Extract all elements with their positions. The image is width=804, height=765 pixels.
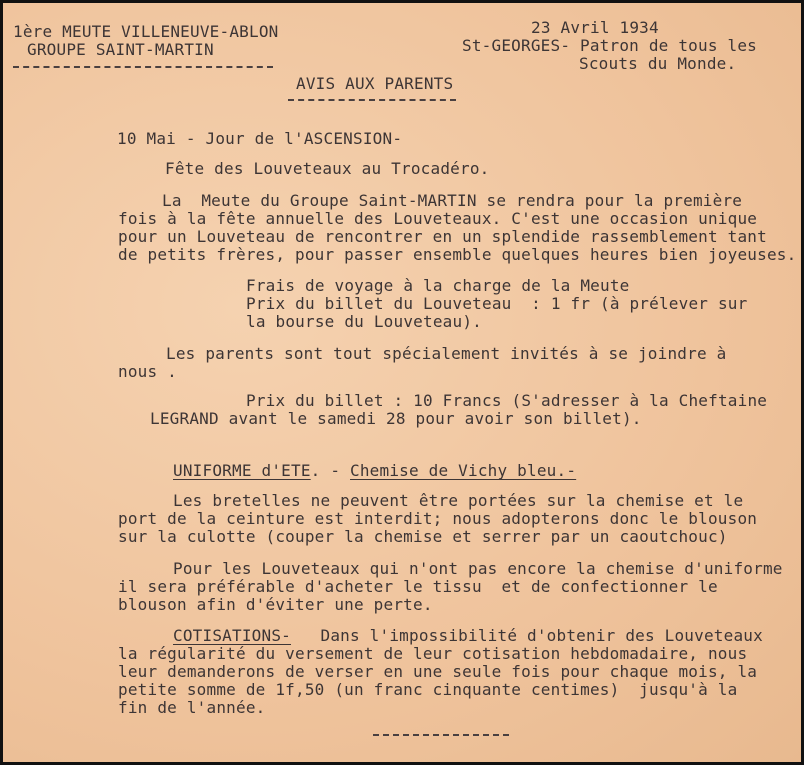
uniform-separator: . - [310,461,351,480]
parents-line2: nous . [118,362,177,381]
event-para1-line4: de petits frères, pour passer ensemble quelques heures bien joyeuses. [118,245,797,264]
page-title: AVIS AUX PARENTS [296,74,454,93]
event-subheading: Fête des Louveteaux au Trocadéro. [165,159,490,178]
event-para1-line2: fois à la fête annuelle des Louveteaux. C'est une occasion unique [118,209,758,228]
event-para1-line1: La Meute du Groupe Saint-MARTIN se rendra pour la première [162,191,743,210]
cotisations-text: Dans l'impossibilité d'obtenir des Louveteaux [291,626,763,645]
cotisations-line3: petite somme de 1f,50 (un franc cinquante centimes) jusqu'à la [118,680,738,699]
uniform-para2-line2: il sera préférable d'acheter le tissu et de confectionner le [118,577,718,596]
uniform-para1-line1: Les bretelles ne peuvent être portées sur la chemise et le [173,491,744,510]
costs-line1: Frais de voyage à la charge de la Meute [246,276,630,295]
cotisations-heading: COTISATIONS- [173,626,291,645]
uniform-heading-line [173,462,576,480]
costs-line3: la bourse du Louveteau). [246,312,482,331]
header-patron: St-GEORGES- Patron de tous les [462,36,757,55]
uniform-heading: UNIFORME d'ETE [173,461,311,480]
parents-line1: Les parents sont tout spécialement invités à se joindre à [166,344,727,363]
uniform-para1-line3: sur la culotte (couper la chemise et serrer par un caoutchouc) [118,527,728,546]
uniform-para2-line3: blouson afin d'éviter une perte. [118,595,433,614]
uniform-para2-line1: Pour les Louveteaux qui n'ont pas encore la chemise d'uniforme [173,559,783,578]
header-groupe: GROUPE SAINT-MARTIN [27,40,214,59]
cotisations-line4: fin de l'année. [118,698,266,717]
uniform-subheading: Chemise de Vichy bleu.- [350,461,577,480]
uniform-para1-line2: port de la ceinture est interdit; nous adopterons donc le blouson [118,509,758,528]
costs-line2: Prix du billet du Louveteau : 1 fr (à prélever sur [246,294,748,313]
header-scouts: Scouts du Monde. [579,54,737,73]
event-heading: 10 Mai - Jour de l'ASCENSION- [117,129,403,148]
header-meute: 1ère MEUTE VILLENEUVE-ABLON [13,22,279,41]
header-divider [13,66,273,68]
ticket-line2: LEGRAND avant le samedi 28 pour avoir son billet). [150,409,642,428]
ticket-line1: Prix du billet : 10 Francs (S'adresser à la Cheftaine [246,391,768,410]
event-para1-line3: pour un Louveteau de rencontrer en un splendide rassemblement tant [118,227,767,246]
footer-divider [373,734,509,736]
cotisations-first-line [173,627,763,645]
title-divider [288,99,456,101]
header-date: 23 Avril 1934 [531,18,659,37]
cotisations-line1: la régularité du versement de leur cotisation hebdomadaire, nous [118,644,748,663]
cotisations-line2: leur demanderons de verser en une seule fois pour chaque mois, la [118,662,758,681]
